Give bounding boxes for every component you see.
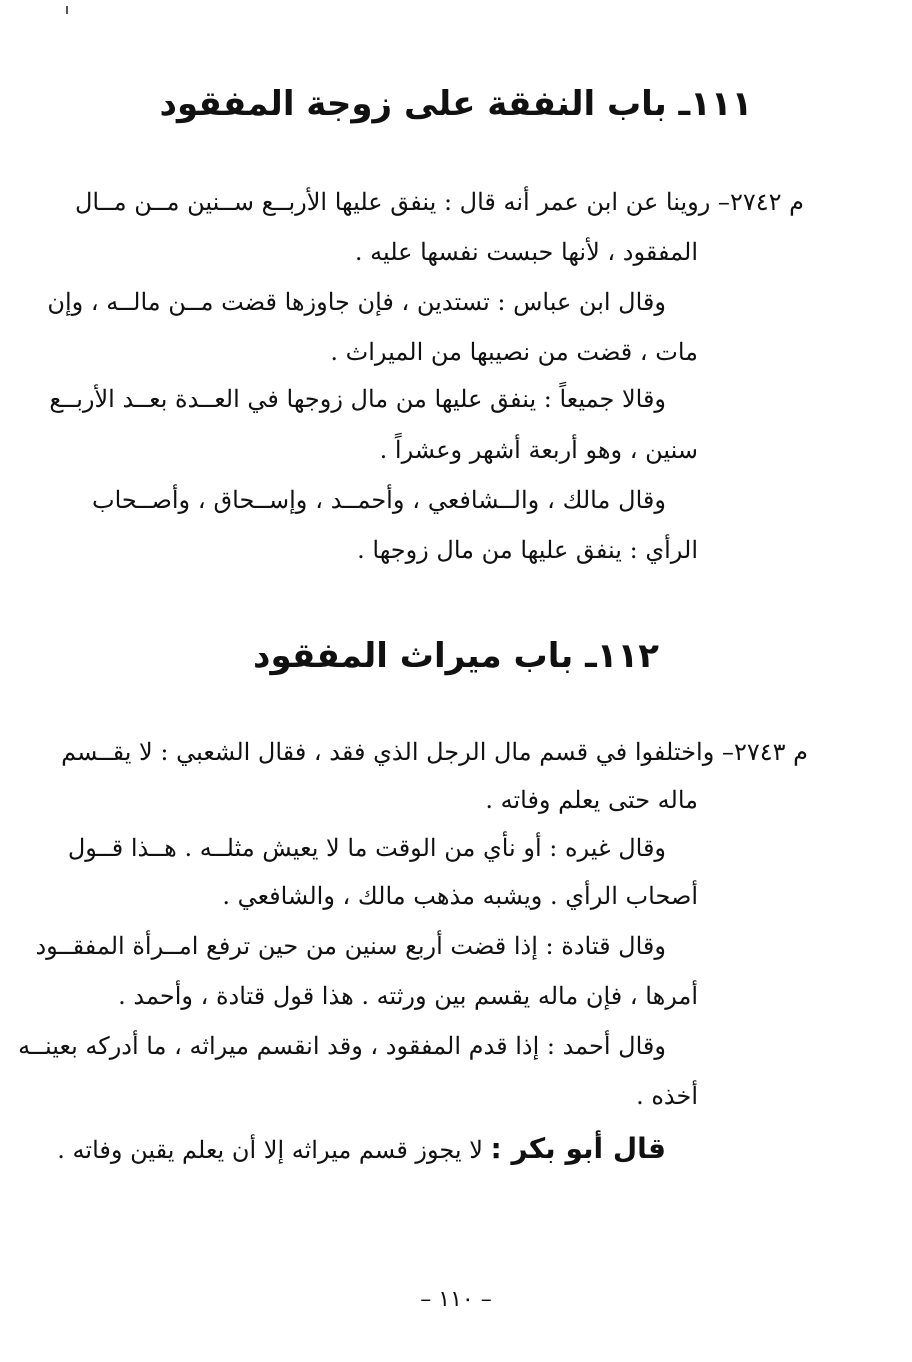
paragraph-line: أمرها ، فإن ماله يقسم بين ورثته . هذا قول قتادة ، وأحمد .	[118, 982, 698, 1010]
paragraph-line: ماله حتى يعلم وفاته .	[485, 786, 698, 814]
paragraph-line: وقال غيره : أو نأي من الوقت ما لا يعيش مثلــه . هــذا قــول	[67, 834, 666, 862]
paragraph-line: سنين ، وهو أربعة أشهر وعشراً .	[379, 436, 698, 464]
paragraph-line: وقال ابن عباس : تستدين ، فإن جاوزها قضت مــن مالــه ، وإن	[47, 288, 666, 316]
scan-mark	[66, 6, 68, 14]
paragraph-line: وقال أحمد : إذا قدم المفقود ، وقد انقسم ميراثه ، ما أدركه بعينــه	[18, 1032, 666, 1060]
paragraph-line: أصحاب الرأي . ويشبه مذهب مالك ، والشافعي .	[222, 882, 698, 910]
author-remark	[57, 1132, 666, 1167]
paragraph-line: مات ، قضت من نصيبها من الميراث .	[330, 338, 698, 366]
paragraph-line: الرأي : ينفق عليها من مال زوجها .	[357, 536, 698, 564]
paragraph-line: وقالا جميعاً : ينفق عليها من مال زوجها في العــدة بعــد الأربــع	[49, 385, 666, 413]
chapter-heading-112: ١١٢ـ باب ميراث المفقود	[253, 636, 659, 676]
paragraph-line: وقال قتادة : إذا قضت أربع سنين من حين ترفع امــرأة المفقــود	[35, 932, 666, 960]
page-number: – ١١٠ –	[420, 1287, 492, 1312]
paragraph-line: أخذه .	[636, 1082, 698, 1110]
paragraph-line: المفقود ، لأنها حبست نفسها عليه .	[354, 238, 698, 266]
paragraph-line: م ٢٧٤٢– روينا عن ابن عمر أنه قال : ينفق عليها الأربــع ســنين مــن مــال	[74, 188, 804, 216]
paragraph-line: وقال مالك ، والــشافعي ، وأحمــد ، وإســحاق ، وأصــحاب	[92, 486, 666, 514]
paragraph-line: م ٢٧٤٣– واختلفوا في قسم مال الرجل الذي فقد ، فقال الشعبي : لا يقــسم	[61, 738, 808, 766]
author-remark-text: لا يجوز قسم ميراثه إلا أن يعلم يقين وفاته .	[57, 1136, 483, 1164]
chapter-heading-111: ١١١ـ باب النفقة على زوجة المفقود	[159, 84, 753, 124]
author-remark-lead: قال أبو بكر :	[490, 1132, 666, 1165]
